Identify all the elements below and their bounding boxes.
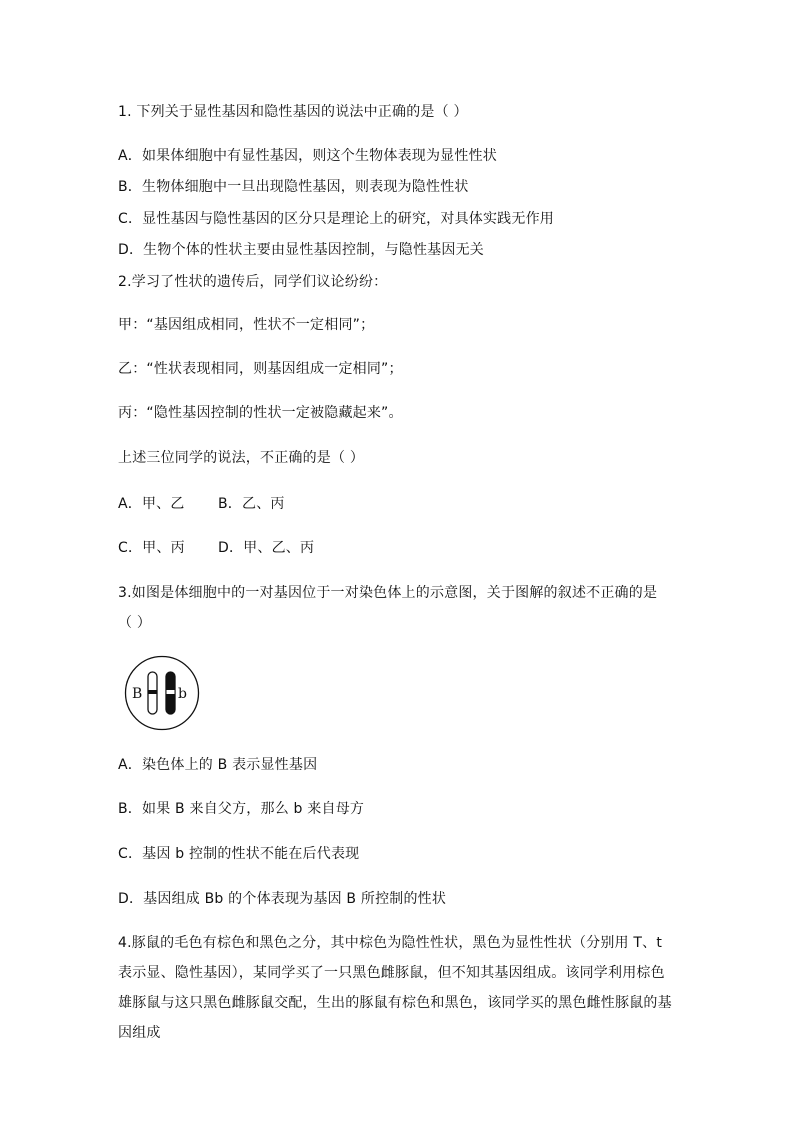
q3-option-a: A．染色体上的 B 表示显性基因 [118,757,318,773]
q2-statement-bing: 丙：“隐性基因控制的性状一定被隐藏起来”。 [118,405,403,421]
q1-option-c: C．显性基因与隐性基因的区分只是理论上的研究，对具体实践无作用 [118,211,554,227]
q1-stem: 1. 下列关于显性基因和隐性基因的说法中正确的是（ ） [118,104,468,120]
q1-option-a: A．如果体细胞中有显性基因，则这个生物体表现为显性性状 [118,148,497,164]
gene-label-b-lower: b [178,686,187,702]
gene-marker-right [167,690,175,694]
gene-marker-left [148,690,157,694]
q3-option-d: D．基因组成 Bb 的个体表现为基因 B 所控制的性状 [118,891,447,907]
q3-stem-paren: （ ） [118,615,152,631]
q2-question: 上述三位同学的说法，不正确的是（ ） [118,450,365,466]
q2-option-d: D．甲、乙、丙 [218,540,315,556]
q4-stem: 4.豚鼠的毛色有棕色和黑色之分，其中棕色为隐性性状，黑色为显性性状（分别用 T、t 表示显、隐性基因），某同学买了一只黑色雌豚鼠，但不知其基因组成。该同学利用棕色雄豚鼠与这只黑色雌豚鼠交配，生出的豚鼠有棕色和黑色，该同学买的黑色雌性豚鼠的基因组成 [118,935,672,1041]
q3-option-b: B．如果 B 来自父方，那么 b 来自母方 [118,801,365,817]
q2-options-row-1 [118,494,285,514]
chromosome-pair-diagram [124,655,200,731]
q2-option-b: B．乙、丙 [218,496,285,512]
gene-label-b-upper: B [132,686,143,702]
q2-statement-yi: 乙：“性状表现相同，则基因组成一定相同”； [118,361,403,377]
q2-option-a: A．甲、乙 [118,496,185,512]
q3-option-c: C．基因 b 控制的性状不能在后代表现 [118,846,360,862]
q2-statement-jia: 甲：“基因组成相同，性状不一定相同”； [118,317,375,333]
q2-option-c: C．甲、丙 [118,540,185,556]
q2-stem: 2.学习了性状的遗传后，同学们议论纷纷： [118,274,388,290]
q1-option-d: D．生物个体的性状主要由显性基因控制，与隐性基因无关 [118,242,484,258]
q1-option-b: B．生物体细胞中一旦出现隐性基因，则表现为隐性性状 [118,179,469,195]
q3-stem: 3.如图是体细胞中的一对基因位于一对染色体上的示意图，关于图解的叙述不正确的是 [118,585,658,601]
q2-options-row-2 [118,538,314,558]
